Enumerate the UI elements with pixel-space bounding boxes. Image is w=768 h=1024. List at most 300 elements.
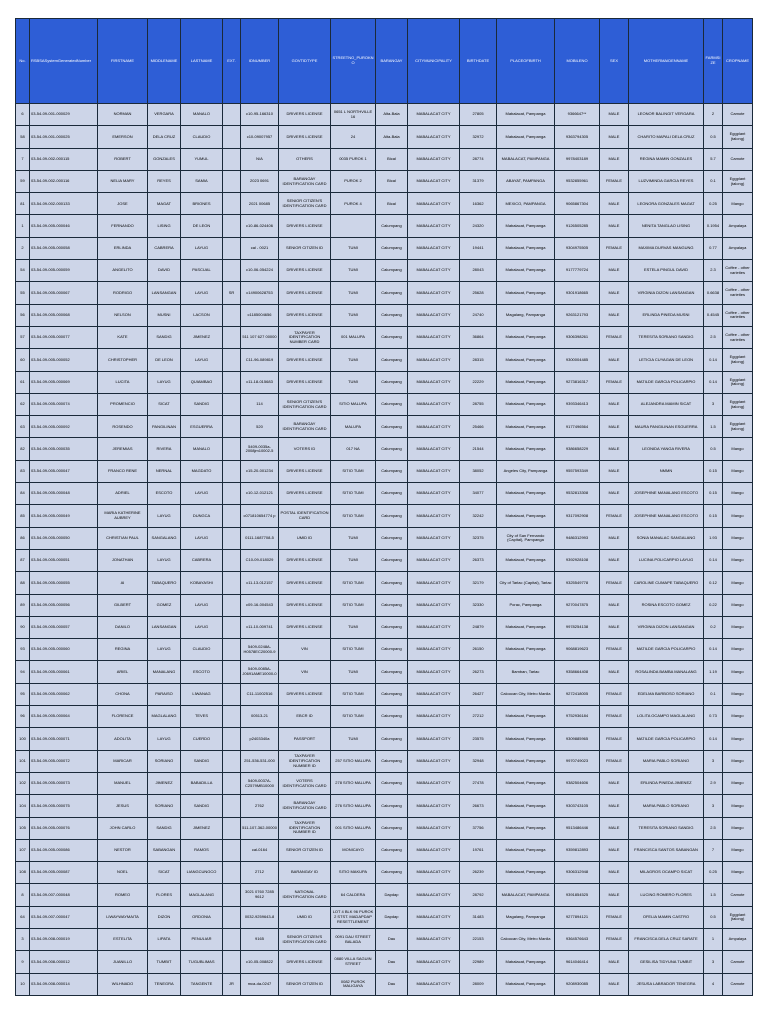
table-cell: ANGELITO	[98, 260, 148, 282]
table-cell: MALE	[600, 215, 629, 237]
table-cell: Mango	[723, 817, 753, 839]
table-cell: EMERSON	[98, 126, 148, 148]
table-cell: c10-05-008822	[241, 951, 279, 973]
table-cell	[223, 862, 241, 884]
table-cell: 03-54-09-008-000019	[30, 928, 98, 950]
col-header: CITYMUNICIPALITY	[408, 19, 460, 104]
table-cell: 9272418005	[555, 683, 600, 705]
table-cell: FRANCISCA SANTOS SABANGAN	[629, 839, 704, 861]
table-cell: PUROK 2	[331, 170, 376, 192]
table-cell	[223, 884, 241, 906]
table-cell: 24879	[460, 616, 497, 638]
table-cell: 9325549778	[555, 572, 600, 594]
table-cell: 03-54-09-007-000048	[30, 884, 98, 906]
table-cell: Mabalacat, Pampanga	[497, 483, 555, 505]
table-cell: Bamban, Tarlac	[497, 661, 555, 683]
col-header: RSBSASystemGeneratedNumber	[30, 19, 98, 104]
table-cell: MABALACAT CITY	[408, 460, 460, 482]
table-cell: MABALACAT CITY	[408, 416, 460, 438]
table-cell: Calumpang	[376, 260, 408, 282]
table-cell: 03-54-09-005-000074	[30, 393, 98, 415]
table-cell: TAXPAYER IDENTIFICATION NUMBER ID	[279, 750, 331, 772]
table-cell: PARAISO	[148, 683, 181, 705]
table-cell: Mabalacat, Pampanga	[497, 951, 555, 973]
table-cell: 26373	[460, 549, 497, 571]
table-cell: 38052	[460, 460, 497, 482]
table-cell: JOSE	[98, 193, 148, 215]
table-cell: 03-54-09-005-000068	[30, 304, 98, 326]
table-cell	[223, 839, 241, 861]
table-cell: 9382504606	[555, 772, 600, 794]
table-cell: p2403340a	[241, 728, 279, 750]
table-cell: FEMALE	[600, 706, 629, 728]
table-cell: NENITA TANGLAO LISING	[629, 215, 704, 237]
table-cell: 9359812893	[555, 839, 600, 861]
table-cell: MALE	[600, 772, 629, 794]
table-cell: SANDIG	[181, 795, 223, 817]
table-cell: 57	[16, 326, 30, 348]
table-cell: cal - 0021	[241, 237, 279, 259]
table-cell: N/A	[241, 148, 279, 170]
table-cell: 9557593349	[555, 460, 600, 482]
table-cell: C11-11002516	[241, 683, 279, 705]
table-cell: LEONOR BALINGIT VERGARA	[629, 104, 704, 126]
table-cell: DRIVERS LICENSE	[279, 104, 331, 126]
table-cell: 0.22	[704, 594, 723, 616]
table-row	[16, 104, 753, 126]
table-cell: Mango	[723, 483, 753, 505]
table-cell: Calumpang	[376, 483, 408, 505]
table-cell: c071810654774 p	[241, 505, 279, 527]
table-cell: SONIA MANALAC SANGALANG	[629, 527, 704, 549]
table-cell: 88	[16, 572, 30, 594]
table-cell: 03-54-09-002-000116	[30, 170, 98, 192]
table-row	[16, 260, 753, 282]
table-cell: REGINA MAMIN GONZALES	[629, 148, 704, 170]
table-cell: MABALACAT CITY	[408, 237, 460, 259]
table-cell: Mango	[723, 639, 753, 661]
table-row	[16, 193, 753, 215]
table-cell: Calumpang	[376, 438, 408, 460]
table-cell: 5409-0037A-C2579MB10000	[241, 772, 279, 794]
table-cell: c09-16-004543	[241, 594, 279, 616]
table-cell: Mabalacat, Pampanga	[497, 438, 555, 460]
table-cell: Angeles City, Pampanga	[497, 460, 555, 482]
table-cell: GILBERT	[98, 594, 148, 616]
table-cell: NELSON	[98, 304, 148, 326]
table-cell: BARANGAY ID	[279, 862, 331, 884]
table-cell: LUCINA POLICARPIO LAYUG	[629, 549, 704, 571]
table-cell: RODRIGO	[98, 282, 148, 304]
col-header: SEX	[600, 19, 629, 104]
table-cell: GOMEZ	[148, 594, 181, 616]
table-cell: 7	[16, 148, 30, 170]
table-cell: 24320	[460, 215, 497, 237]
table-cell: TUMI	[331, 371, 376, 393]
table-cell: MALUPA	[331, 416, 376, 438]
table-cell: MABALACAT CITY	[408, 884, 460, 906]
table-cell: SANDIG	[148, 817, 181, 839]
table-cell: 0032-9259643-8	[241, 906, 279, 928]
table-cell: Calumpang	[376, 772, 408, 794]
table-cell: MABALACAT CITY	[408, 371, 460, 393]
table-cell: 0.15	[704, 460, 723, 482]
table-cell: 89	[16, 594, 30, 616]
table-row	[16, 438, 753, 460]
table-cell: ADRIEL	[98, 483, 148, 505]
table-cell: TUGUBLIMAS	[181, 951, 223, 973]
table-row	[16, 527, 753, 549]
table-cell: ERLINDA	[98, 237, 148, 259]
table-cell: ORDONIA	[181, 906, 223, 928]
table-cell: VERGARA	[148, 104, 181, 126]
table-cell: MABALACAT CITY	[408, 438, 460, 460]
table-cell: c10-95-166310	[241, 104, 279, 126]
table-cell: SITIO TUMI	[331, 483, 376, 505]
table-cell: 37756	[460, 817, 497, 839]
table-cell: Calumpang	[376, 817, 408, 839]
table-cell: 9177779724	[555, 260, 600, 282]
table-cell: MANUEL	[98, 772, 148, 794]
table-cell: LIWAYWAYMAITA	[98, 906, 148, 928]
table-cell: 108	[16, 862, 30, 884]
table-row	[16, 483, 753, 505]
table-cell: c10-86-024406	[241, 215, 279, 237]
table-cell: 9068819623	[555, 639, 600, 661]
table-cell: LAYUG	[148, 549, 181, 571]
table-cell: City of Tarlac (Capital), Tarlac	[497, 572, 555, 594]
table-cell: Calumpang	[376, 616, 408, 638]
table-cell: JESUSA LABRADOR TENEGRA	[629, 973, 704, 995]
table-cell: SITIO TUMI	[331, 594, 376, 616]
table-cell: MARIA KATHERINE AUBREY	[98, 505, 148, 527]
table-cell: Mabalacat, Pampanga	[497, 639, 555, 661]
table-cell: 5409-0085A-J0691AME10000-0	[241, 661, 279, 683]
table-cell: TAXPAYER IDENTIFICATION NUMBER ID	[279, 817, 331, 839]
table-cell: Mabalacat, Pampanga	[497, 393, 555, 415]
table-cell: JOSEPHINE MANALANG ESCOTO	[629, 505, 704, 527]
table-cell: DRIVERS LICENSE	[279, 349, 331, 371]
table-cell: 55	[16, 282, 30, 304]
table-cell: cal-0164	[241, 839, 279, 861]
table-cell: JOHN CARLO	[98, 817, 148, 839]
table-cell	[223, 416, 241, 438]
table-cell: LUZVIMINDA GARCIA REYES	[629, 170, 704, 192]
table-cell: Mabalacat, Pampanga	[497, 260, 555, 282]
table-cell: MONICAYO	[331, 839, 376, 861]
table-cell: 26273	[460, 661, 497, 683]
table-cell: Mango	[723, 594, 753, 616]
table-cell: Ampalaya	[723, 215, 753, 237]
table-cell: Eggplant (talong)	[723, 393, 753, 415]
table-cell: 0.25	[704, 862, 723, 884]
table-cell: MABALACAT CITY	[408, 661, 460, 683]
table-cell: MABALACAT, PAMPANGA	[497, 148, 555, 170]
table-cell: C11-96-089819	[241, 349, 279, 371]
table-cell	[223, 505, 241, 527]
table-cell: 9363794305	[555, 126, 600, 148]
table-cell: UMID ID	[279, 906, 331, 928]
table-cell: MALE	[600, 862, 629, 884]
table-cell: Calumpang	[376, 527, 408, 549]
table-cell: 9978403189	[555, 148, 600, 170]
table-cell: ADOLITA	[98, 728, 148, 750]
table-cell	[223, 371, 241, 393]
table-cell: MEXICO, PAMPANGA	[497, 193, 555, 215]
table-cell: Mango	[723, 728, 753, 750]
table-cell: 520	[241, 416, 279, 438]
table-cell: 26673	[460, 795, 497, 817]
table-cell: 32242	[460, 505, 497, 527]
col-header: No.	[16, 19, 30, 104]
table-cell: Ampalaya	[723, 928, 753, 950]
table-cell: 0.14	[704, 371, 723, 393]
table-cell: JIMENEZ	[148, 772, 181, 794]
table-cell: 90	[16, 616, 30, 638]
table-cell: Mango	[723, 750, 753, 772]
table-cell: 278 SITIO MALUPA	[331, 772, 376, 794]
table-cell: 22153	[460, 928, 497, 950]
table-cell: 28315	[460, 349, 497, 371]
table-cell: 56	[16, 304, 30, 326]
table-cell: CHRISTOPHER	[98, 349, 148, 371]
table-cell: 25466	[460, 416, 497, 438]
table-cell: GONZALES	[148, 148, 181, 170]
table-cell: 001 SITIO MALUPA	[331, 817, 376, 839]
table-cell: Calumpang	[376, 393, 408, 415]
table-row	[16, 416, 753, 438]
table-cell: SANDIG	[148, 326, 181, 348]
table-cell: Calumpang	[376, 639, 408, 661]
table-cell: MALE	[600, 393, 629, 415]
table-cell: 03-54-09-005-000071	[30, 728, 98, 750]
table-cell: FEMALE	[600, 237, 629, 259]
table-cell: Bical	[376, 193, 408, 215]
table-cell: MALE	[600, 126, 629, 148]
table-cell: MABALACAT CITY	[408, 170, 460, 192]
table-cell: 63	[16, 416, 30, 438]
table-cell	[223, 326, 241, 348]
table-cell: Bical	[376, 148, 408, 170]
table-cell: MAGAT	[148, 193, 181, 215]
table-cell: Mabalacat, Pampanga	[497, 728, 555, 750]
table-cell: MALE	[600, 527, 629, 549]
table-cell: Dau	[376, 951, 408, 973]
table-cell: 81	[16, 193, 30, 215]
table-cell: 9532813308	[555, 483, 600, 505]
table-cell: LUCING ROMERO FLORES	[629, 884, 704, 906]
table-cell: ESTELITA	[98, 928, 148, 950]
table-row	[16, 884, 753, 906]
table-cell: 3	[704, 393, 723, 415]
table-cell: 0.1	[704, 683, 723, 705]
table-row	[16, 839, 753, 861]
table-cell: 03-54-09-005-000062	[30, 683, 98, 705]
table-cell: 03-54-09-005-000048	[30, 483, 98, 505]
table-cell: 25628	[460, 282, 497, 304]
table-cell: 03-54-09-005-000076	[30, 817, 98, 839]
table-cell: 24740	[460, 304, 497, 326]
table-cell: SR	[223, 282, 241, 304]
table-cell: 82	[16, 438, 30, 460]
table-cell: 9303743105	[555, 795, 600, 817]
table-cell: Calumpang	[376, 416, 408, 438]
table-cell: 1	[16, 215, 30, 237]
table-cell: TANGENTE	[181, 973, 223, 995]
table-cell: 28043	[460, 260, 497, 282]
table-cell: 03-54-09-005-000086	[30, 839, 98, 861]
table-cell: SANDIG	[181, 393, 223, 415]
table-cell: VIRGINIA DIZON LANSANGAN	[629, 282, 704, 304]
table-cell: MABALACAT CITY	[408, 215, 460, 237]
table-cell: ALEJANDRA MAMIN SICAT	[629, 393, 704, 415]
table-cell: SITIO TUMI	[331, 706, 376, 728]
table-cell: 03-54-09-005-000052	[30, 349, 98, 371]
table-cell	[223, 817, 241, 839]
table-cell: Mango	[723, 795, 753, 817]
table-cell: JIMENEZ	[181, 326, 223, 348]
table-cell: JEREMIAS	[98, 438, 148, 460]
table-cell: ROSINA ESCOTO GOMEZ	[629, 594, 704, 616]
col-header: FARMSIZE	[704, 19, 723, 104]
table-cell: 8	[16, 884, 30, 906]
table-cell: Mabalacat, Pampanga	[497, 750, 555, 772]
table-cell: c11-18-015683	[241, 371, 279, 393]
table-cell: 96	[16, 706, 30, 728]
table-row	[16, 326, 753, 348]
table-cell: 0.2	[704, 616, 723, 638]
table-cell: 59	[16, 170, 30, 192]
table-cell: NELIA MARY	[98, 170, 148, 192]
table-cell: 03-54-09-005-000073	[30, 772, 98, 794]
table-cell: LETICIA CUYAGAN DE LEON	[629, 349, 704, 371]
table-cell: SENIOR CITIZEN'S IDENTIFICATION CARD	[279, 393, 331, 415]
table-cell: MANALO	[181, 438, 223, 460]
table-cell: DRIVERS LICENSE	[279, 483, 331, 505]
table-cell: JESUS	[98, 795, 148, 817]
table-row	[16, 728, 753, 750]
table-cell: Calumpang	[376, 282, 408, 304]
table-cell: 9263121793	[555, 304, 600, 326]
table-cell: MABALACAT CITY	[408, 862, 460, 884]
table-cell: 28009	[460, 973, 497, 995]
table-cell: Eggplant (talong)	[723, 126, 753, 148]
table-cell: MALE	[600, 438, 629, 460]
table-cell: 9	[16, 951, 30, 973]
table-cell: DRIVERS LICENSE	[279, 594, 331, 616]
table-cell: MABALACAT CITY	[408, 728, 460, 750]
table-cell: 0.12	[704, 572, 723, 594]
table-cell: MUSNI	[148, 304, 181, 326]
table-cell: DRIVERS LICENSE	[279, 260, 331, 282]
table-cell: Porac, Pampanga	[497, 594, 555, 616]
table-cell: 9270047875	[555, 594, 600, 616]
table-cell: Bical	[376, 170, 408, 192]
table-cell: 0.15	[704, 505, 723, 527]
table-cell: 1.93	[704, 527, 723, 549]
table-cell: 5409-0035a-2008jm10002-5	[241, 438, 279, 460]
table-row	[16, 906, 753, 928]
table-cell: CHONA	[98, 683, 148, 705]
table-cell	[223, 683, 241, 705]
table-cell: 03-54-09-005-000072	[30, 750, 98, 772]
table-cell: MATILDE GARCIA POLICARPIO	[629, 639, 704, 661]
table-cell: MALE	[600, 349, 629, 371]
table-cell: 03-54-09-007-000047	[30, 906, 98, 928]
col-header: BARANGAY	[376, 19, 408, 104]
table-cell: WILHNADO	[98, 973, 148, 995]
table-cell: MABALACAT CITY	[408, 148, 460, 170]
table-cell: 03-54-09-005-000059	[30, 260, 98, 282]
table-cell	[223, 572, 241, 594]
table-cell: YUMUL	[181, 148, 223, 170]
table-cell: Mabalacat, Pampanga	[497, 282, 555, 304]
table-cell: 0082 PUROK MALIGAYA	[331, 973, 376, 995]
table-cell: c10-12-012121	[241, 483, 279, 505]
col-header: MIDDLENAME	[148, 19, 181, 104]
table-cell: 2.9	[704, 772, 723, 794]
table-cell: 19761	[460, 839, 497, 861]
table-cell: Mabalacat, Pampanga	[497, 772, 555, 794]
table-cell: LEONIDA YANGA RIVERA	[629, 438, 704, 460]
table-cell: 4	[704, 973, 723, 995]
table-cell: Mabalacat, Pampanga	[497, 416, 555, 438]
table-cell: 0651 L NORTHVILLE 16	[331, 104, 376, 126]
table-cell: c15-20-001234	[241, 460, 279, 482]
table-cell	[223, 951, 241, 973]
table-cell	[223, 126, 241, 148]
table-cell: Mabalacat, Pampanga	[497, 839, 555, 861]
table-cell: Calumpang	[376, 572, 408, 594]
table-cell: FERNANDO	[98, 215, 148, 237]
table-cell: Eggplant (talong)	[723, 906, 753, 928]
table-cell: 27478	[460, 772, 497, 794]
table-cell: MABALACAT CITY	[408, 817, 460, 839]
table-cell: Mango	[723, 862, 753, 884]
table-cell: 03-54-09-008-000014	[30, 973, 98, 995]
table-cell: Mabalacat, Pampanga	[497, 862, 555, 884]
table-cell: Mabalacat, Pampanga	[497, 237, 555, 259]
table-cell	[223, 594, 241, 616]
table-cell: 28755	[460, 393, 497, 415]
table-cell: LAYUG	[181, 527, 223, 549]
table-cell: 0035 PUROK 1	[331, 148, 376, 170]
table-cell: MALE	[600, 661, 629, 683]
table-cell: SITIO TUMI	[331, 683, 376, 705]
table-cell: 03-54-09-005-000051	[30, 549, 98, 571]
table-cell: 95	[16, 683, 30, 705]
table-cell: GESILISA TIDYUNA TUMBIT	[629, 951, 704, 973]
table-cell: JOSEPHINE MANALANG ESCOTO	[629, 483, 704, 505]
table-cell: 9273816317	[555, 371, 600, 393]
table-cell	[223, 104, 241, 126]
table-body	[16, 104, 753, 996]
col-header: BIRTHDATE	[460, 19, 497, 104]
table-cell: 03-54-09-008-000012	[30, 951, 98, 973]
table-cell: 9391854525	[555, 884, 600, 906]
table-cell: DRIVERS LICENSE	[279, 460, 331, 482]
table-cell: LAYUG	[181, 483, 223, 505]
table-row	[16, 862, 753, 884]
table-cell: MABALACAT CITY	[408, 193, 460, 215]
table-cell: MABALACAT CITY	[408, 393, 460, 415]
table-cell: 94	[16, 661, 30, 683]
table-cell: MALE	[600, 549, 629, 571]
table-cell: MANALO	[181, 104, 223, 126]
table-cell	[223, 393, 241, 415]
table-cell: 001 MALUPA	[331, 326, 376, 348]
table-cell: 03-54-09-005-000064	[30, 706, 98, 728]
